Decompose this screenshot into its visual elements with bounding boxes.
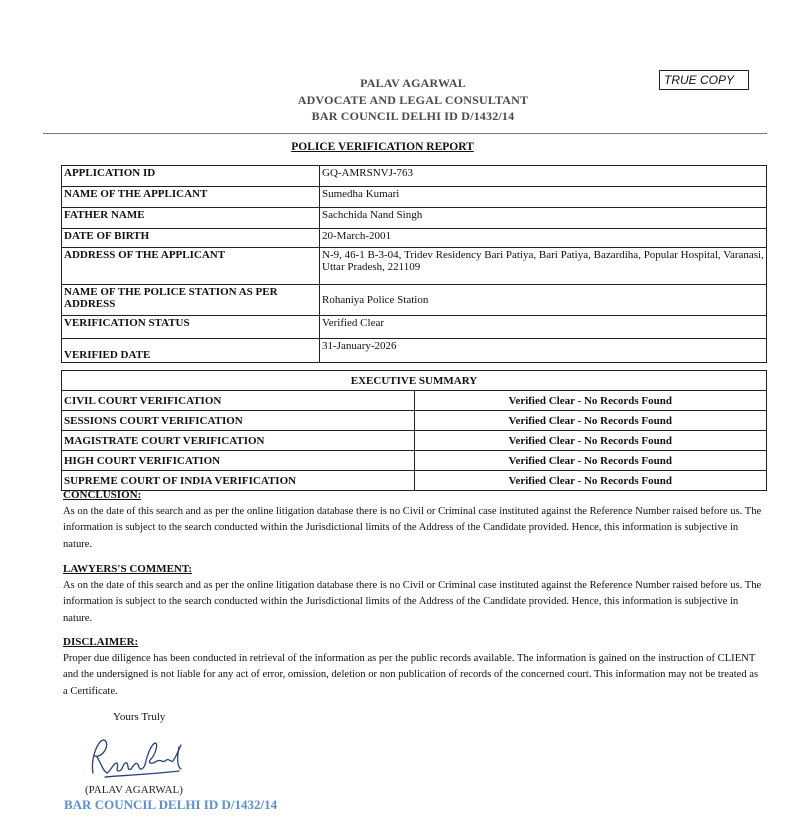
summary-value: Verified Clear - No Records Found (414, 471, 767, 491)
table-row (62, 316, 767, 339)
conclusion-section (63, 487, 763, 553)
table-row (62, 411, 767, 431)
detail-label: ADDRESS OF THE APPLICANT (62, 248, 320, 285)
detail-value: GQ-AMRSNVJ-763 (320, 166, 767, 187)
table-row (62, 391, 767, 411)
detail-value: 31-January-2026 (320, 339, 767, 363)
summary-value: Verified Clear - No Records Found (414, 411, 767, 431)
lawyers-comment-section (63, 561, 763, 627)
summary-value: Verified Clear - No Records Found (414, 391, 767, 411)
detail-label: VERIFIED DATE (62, 339, 320, 363)
advocate-name: PALAV AGARWAL (360, 76, 466, 90)
detail-label: VERIFICATION STATUS (62, 316, 320, 339)
detail-label: NAME OF THE APPLICANT (62, 187, 320, 208)
lawyers-comment-text: As on the date of this search and as per the online litigation database there is no Civil or Criminal case instituted against the Reference Number raised before us. The information is subject to the search conducted within the Jurisdictional limits of the Address of the Candidate provided. Hence, this information is subjective in nature. (63, 579, 762, 624)
table-row (62, 451, 767, 471)
footer-bar-council-id: BAR COUNCIL DELHI ID D/1432/14 (64, 797, 278, 812)
handwritten-signature (85, 733, 195, 781)
detail-value: Sachchida Nand Singh (320, 208, 767, 229)
summary-label: CIVIL COURT VERIFICATION (62, 391, 415, 411)
executive-summary-table (61, 370, 767, 491)
table-row (62, 229, 767, 248)
signer-name: (PALAV AGARWAL) (85, 784, 183, 796)
detail-value: Sumedha Kumari (320, 187, 767, 208)
header-divider (43, 133, 767, 134)
summary-label: MAGISTRATE COURT VERIFICATION (62, 431, 415, 451)
detail-label: FATHER NAME (62, 208, 320, 229)
detail-value: Verified Clear (320, 316, 767, 339)
advocate-role: ADVOCATE AND LEGAL CONSULTANT (297, 92, 529, 107)
summary-value: Verified Clear - No Records Found (414, 431, 767, 451)
table-row (62, 431, 767, 451)
detail-label: APPLICATION ID (62, 166, 320, 187)
applicant-details-table (61, 165, 767, 363)
report-title: POLICE VERIFICATION REPORT (291, 141, 474, 153)
conclusion-heading: CONCLUSION: (63, 489, 142, 501)
table-row (62, 208, 767, 229)
letterhead (0, 75, 793, 125)
table-row (62, 187, 767, 208)
detail-value: N-9, 46-1 B-3-04, Tridev Residency Bari Patiya, Bari Patiya, Bazardiha, Popular Hospital, Varanasi, Uttar Pradesh, 221109 (320, 248, 767, 285)
table-row (62, 248, 767, 285)
lawyers-comment-heading: LAWYERS'S COMMENT: (63, 563, 193, 575)
table-row (62, 285, 767, 316)
table-row (62, 339, 767, 363)
table-row (62, 166, 767, 187)
summary-label: SESSIONS COURT VERIFICATION (62, 411, 415, 431)
summary-title: EXECUTIVE SUMMARY (62, 371, 767, 391)
detail-value: Rohaniya Police Station (320, 285, 767, 316)
summary-value: Verified Clear - No Records Found (414, 451, 767, 471)
summary-label: HIGH COURT VERIFICATION (62, 451, 415, 471)
closing-salutation: Yours Truly (113, 711, 166, 723)
conclusion-text: As on the date of this search and as per the online litigation database there is no Civil or Criminal case instituted against the Reference Number raised before us. The information is subject to the search conducted within the Jurisdictional limits of the Address of the Candidate provided. Hence, this information is subjective in nature. (63, 505, 762, 550)
bar-council-id: BAR COUNCIL DELHI ID D/1432/14 (311, 109, 515, 123)
detail-value: 20-March-2001 (320, 229, 767, 248)
detail-label: DATE OF BIRTH (62, 229, 320, 248)
detail-label: NAME OF THE POLICE STATION AS PER ADDRESS (62, 285, 320, 316)
table-row (62, 371, 767, 391)
disclaimer-section (63, 634, 763, 700)
true-copy-stamp: TRUE COPY (659, 70, 749, 90)
disclaimer-text: Proper due diligence has been conducted in retrieval of the information as per the public records available. The information is gained on the instruction of CLIENT and the undersigned is not liable for any act of error, omission, deletion or non publication of records of the concerned court. This information may not be treated as a Certificate. (63, 652, 759, 697)
disclaimer-heading: DISCLAIMER: (63, 636, 139, 648)
summary-label: SUPREME COURT OF INDIA VERIFICATION (62, 471, 415, 491)
